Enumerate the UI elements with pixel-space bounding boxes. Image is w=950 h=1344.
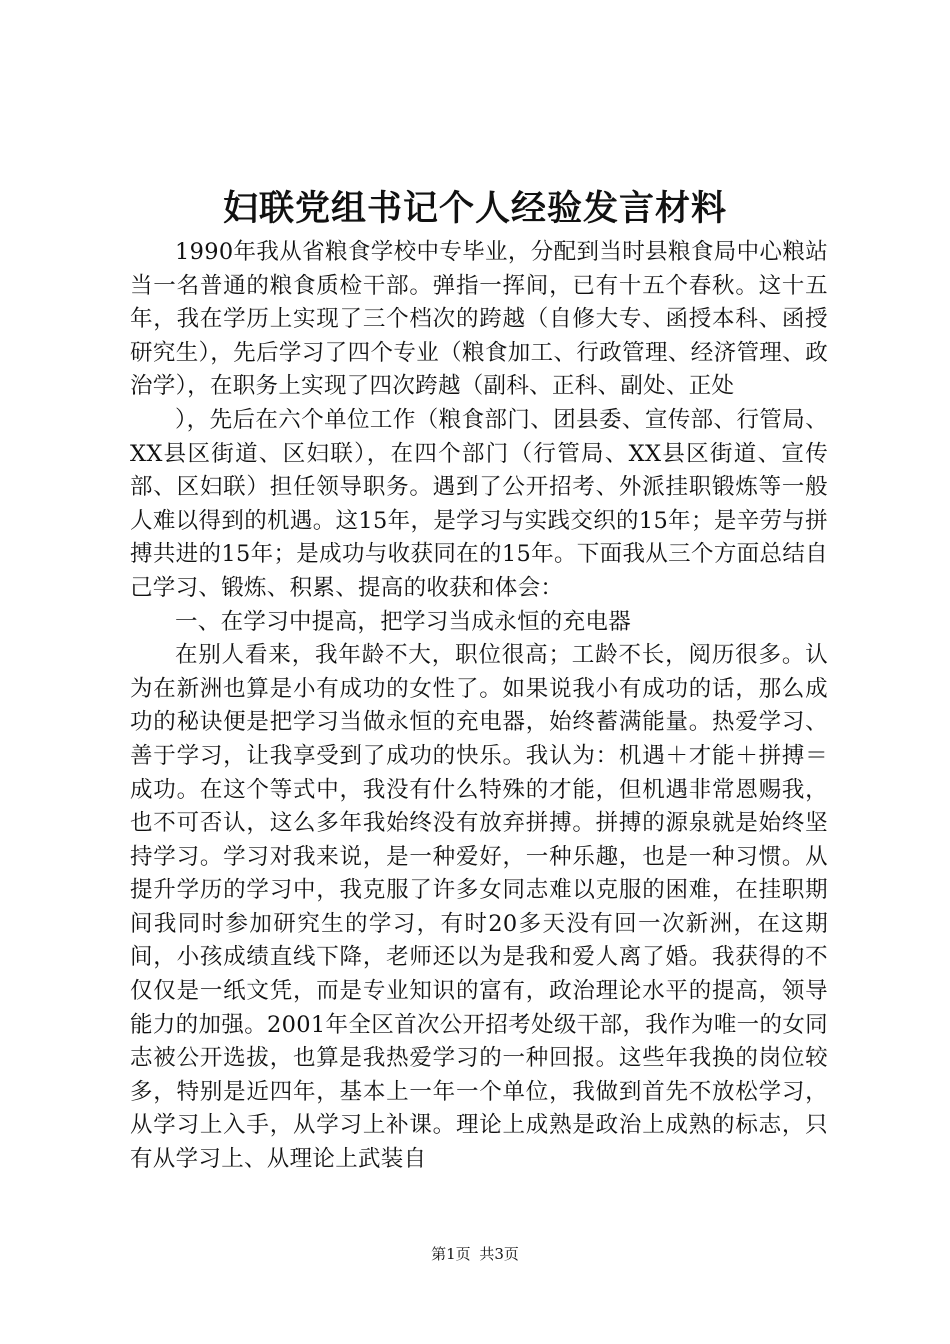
section-heading: 一、在学习中提高，把学习当成永恒的充电器 [175, 608, 632, 635]
document-body [130, 236, 828, 1177]
paragraph: 1990年我从省粮食学校中专毕业，分配到当时县粮食局中心粮站当一名普通的粮食质检干部。弹指一挥间，已有十五个春秋。这十五年，我在学历上实现了三个档次的跨越（自修大专、函授本科、函授研究生），先后学习了四个专业（粮食加工、行政管理、经济管理、政治学），在职务上实现了四次跨越（副科、正科、副处、正处 [130, 239, 828, 400]
page-footer [0, 1243, 950, 1265]
page-number: 第1页 [431, 1245, 471, 1263]
page-total: 共3页 [479, 1245, 519, 1263]
paragraph: ），先后在六个单位工作（粮食部门、团县委、宣传部、行管局、XX县区街道、区妇联），在四个部门（行管局、XX县区街道、宣传部、区妇联）担任领导职务。遇到了公开招考、外派挂职锻炼等一般人难以得到的机遇。这15年，是学习与实践交织的15年；是辛劳与拼搏共进的15年；是成功与收获同在的15年。下面我从三个方面总结自己学习、锻炼、积累、提高的收获和体会： [130, 406, 828, 601]
page-title: 妇联党组书记个人经验发言材料 [222, 188, 727, 229]
paragraph: 在别人看来，我年龄不大，职位很高；工龄不长，阅历很多。认为在新洲也算是小有成功的女性了。如果说我小有成功的话，那么成功的秘诀便是把学习当做永恒的充电器，始终蓄满能量。热爱学习、善于学习，让我享受到了成功的快乐。我认为：机遇＋才能＋拼搏＝成功。在这个等式中，我没有什么特殊的才能，但机遇非常恩赐我，也不可否认，这么多年我始终没有放弃拼搏。拼搏的源泉就是始终坚持学习。学习对我来说，是一种爱好，一种乐趣，也是一种习惯。从提升学历的学习中，我克服了许多女同志难以克服的困难，在挂职期间我同时参加研究生的学习，有时20多天没有回一次新洲，在这期间，小孩成绩直线下降，老师还以为是我和爱人离了婚。我获得的不仅仅是一纸文凭，而是专业知识的富有，政治理论水平的提高，领导能力的加强。2001年全区首次公开招考处级干部，我作为唯一的女同志被公开选拔，也算是我热爱学习的一种回报。这些年我换的岗位较多，特别是近四年，基本上一年一个单位，我做到首先不放松学习，从学习上入手，从学习上补课。理论上成熟是政治上成熟的标志，只有从学习上、从理论上武装自 [130, 642, 828, 1173]
